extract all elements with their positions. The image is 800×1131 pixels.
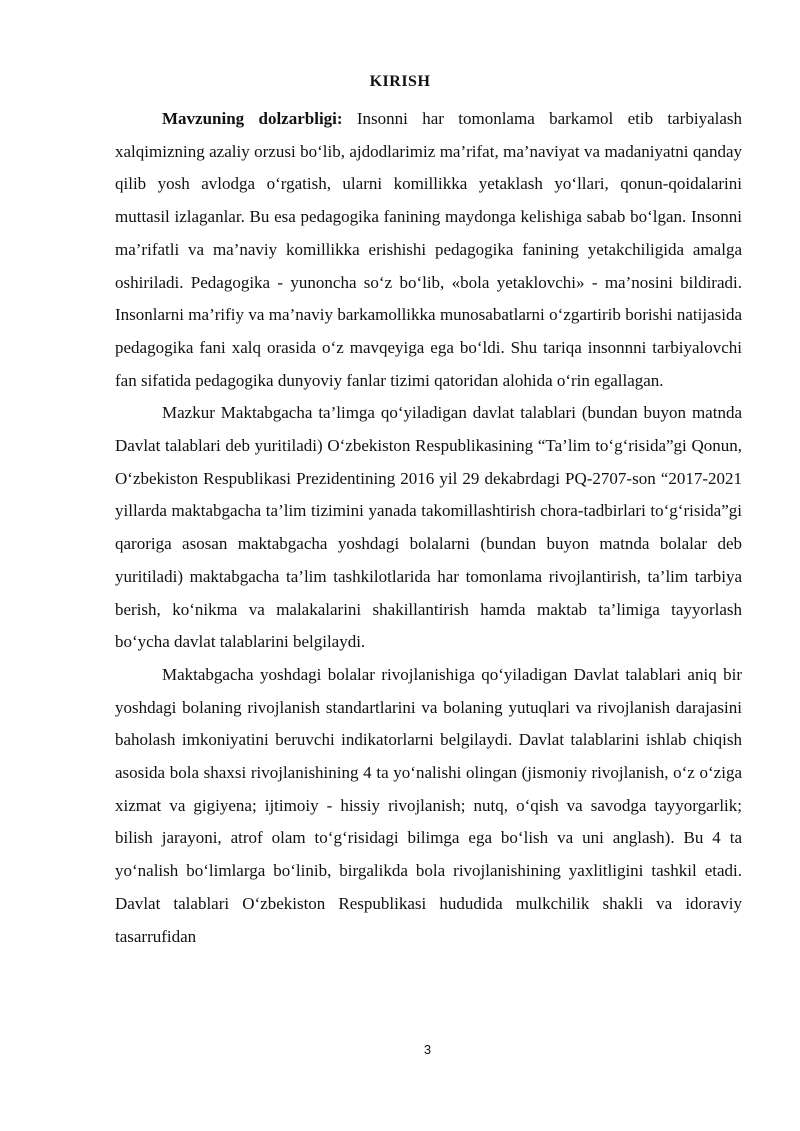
- paragraph-relevance: [115, 103, 742, 397]
- relevance-label: Mavzuning dolzarbligi:: [162, 109, 343, 128]
- paragraph-state-requirements: [115, 397, 742, 659]
- paragraph-text: Insonni har tomonlama barkamol etib tarbiyalash xalqimizning azaliy orzusi bo‘lib, ajdodlarimiz ma’rifat, ma’naviyat va madaniyatni qanday qilib yosh avlodga o‘rgatish, ularni komillikka yetaklash yo‘llari, qonun-qoidalarini muttasil izlaganlar. Bu esa pedagogika fanining maydonga kelishiga sabab bo‘lgan. Insonni ma’rifatli va ma’naviy komillikka erishishi pedagogika fanining yetakchiligida amalga oshiriladi. Pedagogika - yunoncha so‘z bo‘lib, «bola yetaklovchi» - ma’nosini bildiradi. Insonlarni ma’rifiy va ma’naviy barkamollikka munosabatlarni o‘zgartirib borishi natijasida pedagogika fani xalq orasida o‘z mavqeyiga ega bo‘ldi. Shu tariqa insonnni tarbiyalovchi fan sifatida pedagogika dunyoviy fanlar tizimi qatoridan alohida o‘rin egallagan.: [115, 109, 742, 390]
- paragraph-text: Maktabgacha yoshdagi bolalar rivojlanishiga qo‘yiladigan Davlat talablari aniq bir yoshdagi bolaning rivojlanish standartlarini va bolaning yutuqlari va rivojlanish darajasini baholash imkoniyatini beruvchi indikatorlarni belgilaydi. Davlat talablarini ishlab chiqish asosida bola shaxsi rivojlanishining 4 ta yo‘nalishi olingan (jismoniy rivojlanish, o‘z o‘ziga xizmat va gigiyena; ijtimoiy - hissiy rivojlanish; nutq, o‘qish va savodga tayyorgarlik; bilish jarayoni, atrof olam to‘g‘risidagi bilimga ega bo‘lish va uni anglash). Bu 4 ta yo‘nalish bo‘limlarga bo‘linib, birgalikda bola rivojlanishining yaxlitligini tashkil etadi. Davlat talablari O‘zbekiston Respublikasi hududida mulkchilik shakli va idoraviy tasarrufidan: [115, 664, 742, 946]
- page-number: 3: [423, 1042, 432, 1057]
- page-title: KIRISH: [369, 73, 431, 90]
- paragraph-development-directions: [115, 659, 742, 953]
- paragraph-text: Mazkur Maktabgacha ta’limga qo‘yiladigan davlat talablari (bundan buyon matnda Davlat talablari deb yuritiladi) O‘zbekiston Respublikasining “Ta’lim to‘g‘risida”gi Qonun, O‘zbekiston Respublikasi Prezidentining 2016 yil 29 dekabrdagi PQ-2707-son “2017-2021 yillarda maktabgacha ta’lim tizimini yanada takomillashtirish chora-tadbirlari to‘g‘risida”gi qaroriga asosan maktabgacha yoshdagi bolalarni (bundan buyon matnda bolalar deb yuritiladi) maktabgacha ta’lim tashkilotlarida har tomonlama rivojlantirish, ta’lim tarbiya berish, ko‘nikma va malakalarini shakillantirish hamda maktab ta’limiga tayyorlash bo‘ycha davlat talablarini belgilaydi.: [115, 403, 742, 652]
- document-body: [115, 103, 742, 953]
